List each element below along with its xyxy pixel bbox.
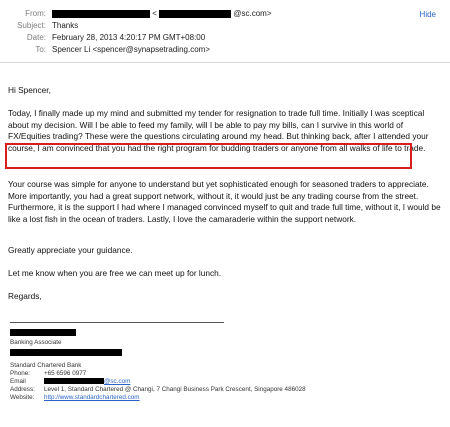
address-value: Level 1, Standard Chartered @ Changi, 7 Changi Business Park Crescent, Singapore 486028 (44, 386, 306, 393)
paragraph-resignation: Today, I finally made up my mind and submitted my tender for resignation to trade full time. Initially I was sceptical about my decision. Will I be able to feed my family, will I be able to pay my bills, can I survive in this world of FX/Equities trading? These were the questions circulating around my head. But thinking back, after I attended your course, I am convinced that you had the right program for budding traders or anyone from all walks of life to trade. (8, 108, 429, 153)
to-label: To: (35, 45, 46, 54)
redacted-name (10, 329, 76, 336)
email-label: Email (10, 378, 26, 385)
email-header (0, 0, 450, 62)
hide-header-link[interactable]: Hide (419, 10, 436, 19)
phone-label: Phone: (10, 370, 30, 377)
signature-phone (10, 370, 86, 378)
email-link[interactable]: @sc.com (104, 378, 131, 385)
header-divider (0, 62, 450, 63)
signature-email (10, 378, 130, 386)
from-angle: < (152, 9, 157, 18)
greeting: Hi Spencer, (8, 85, 51, 95)
signature-website (10, 394, 140, 402)
signoff: Regards, (8, 291, 42, 301)
from-value[interactable] (52, 9, 272, 19)
website-label: Website: (10, 394, 35, 401)
paragraph-lunch: Let me know when you are free we can meet up for lunch. (8, 268, 222, 278)
redacted-block (52, 10, 150, 18)
redacted-department (10, 349, 122, 356)
subject-value: Thanks (52, 21, 79, 30)
signature-divider (10, 322, 224, 323)
redacted-block (159, 10, 231, 18)
signature-address (10, 386, 306, 394)
from-domain: @sc.com> (233, 9, 272, 18)
signature-bank: Standard Chartered Bank (10, 362, 82, 369)
date-value: February 28, 2013 4:20:17 PM GMT+08:00 (52, 33, 206, 42)
subject-label: Subject: (17, 21, 46, 30)
phone-value: +65 6596 0977 (44, 370, 87, 377)
paragraph-thanks: Greatly appreciate your guidance. (8, 245, 133, 255)
signature-title: Banking Associate (10, 339, 62, 346)
from-label: From: (25, 9, 46, 18)
date-label: Date: (26, 33, 46, 42)
website-link[interactable]: http://www.standardchartered.com (44, 394, 140, 401)
to-value[interactable]: Spencer Li <spencer@synapsetrading.com> (52, 45, 210, 54)
highlight-box (5, 143, 412, 169)
address-label: Address: (10, 386, 35, 393)
redacted-email (44, 378, 104, 384)
paragraph-course: Your course was simple for anyone to understand but yet sophisticated enough for seasoned traders to appreciate. More importantly, you had a great support network, without it, it would just be any trading course from the street. Furthermore, it is the support I had where I managed convinced myself to quit and trade full time, without it, I would be like a lost fish in the ocean of traders. Lastly, I love the camaraderie within the support network. (8, 179, 441, 224)
